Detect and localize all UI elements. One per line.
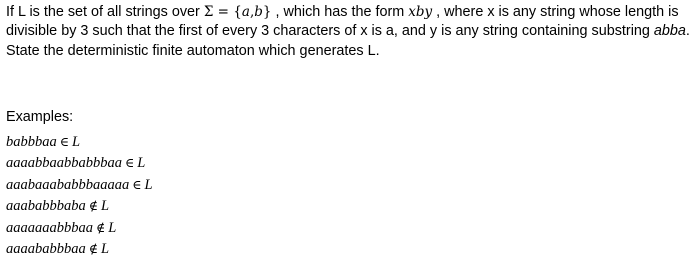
example-string: aaaababbbaa — [6, 240, 86, 257]
language-symbol: L — [101, 240, 110, 257]
examples-list — [6, 131, 153, 259]
question-conditions: , where x is any string whose length is divisible by 3 such that the first of every 3 characters of x is a, and y is any string containing substring — [6, 4, 679, 40]
example-item — [6, 238, 153, 259]
example-item — [6, 174, 153, 195]
sigma-open-brace: { — [233, 4, 242, 20]
non-membership-symbol: ∉ — [96, 219, 106, 235]
string-form: xby — [408, 4, 433, 20]
question-form-lead: , which has the form — [271, 4, 409, 20]
question-intro: If L is the set of all strings over — [6, 4, 204, 20]
language-symbol: L — [144, 176, 153, 193]
required-substring: abba — [653, 23, 686, 40]
example-item — [6, 131, 153, 152]
question-task: State the deterministic finite automaton which generates L. — [6, 42, 380, 59]
sigma-symbol: Σ — [203, 4, 214, 20]
sigma-equals: = — [213, 4, 234, 20]
sigma-symbol-a: a — [241, 4, 250, 20]
membership-symbol: ∈ — [59, 134, 70, 149]
example-item — [6, 195, 153, 216]
example-string: aaababbbaba — [6, 198, 86, 215]
language-symbol: L — [101, 198, 110, 215]
example-string: aaaaaaabbbaa — [6, 219, 93, 236]
sigma-symbol-b: b — [254, 4, 263, 20]
non-membership-symbol: ∉ — [88, 198, 99, 214]
question-text — [6, 3, 694, 61]
example-string: aaabaaababbbaaaaa — [6, 176, 130, 193]
example-item — [6, 217, 153, 238]
language-symbol: L — [72, 134, 81, 150]
membership-symbol: ∈ — [125, 155, 135, 171]
examples-heading: Examples: — [6, 109, 74, 125]
example-item — [6, 152, 153, 173]
language-symbol: L — [137, 155, 146, 172]
sigma-close-brace: } — [262, 4, 272, 20]
example-string: babbbaa — [6, 134, 57, 150]
question-paragraph — [6, 3, 694, 42]
language-symbol: L — [108, 219, 117, 236]
example-string: aaaabbaabbabbbaa — [6, 155, 122, 172]
question-period: . — [685, 23, 690, 40]
membership-symbol: ∈ — [132, 176, 142, 192]
non-membership-symbol: ∉ — [88, 240, 99, 256]
sigma-comma: , — [249, 4, 255, 20]
